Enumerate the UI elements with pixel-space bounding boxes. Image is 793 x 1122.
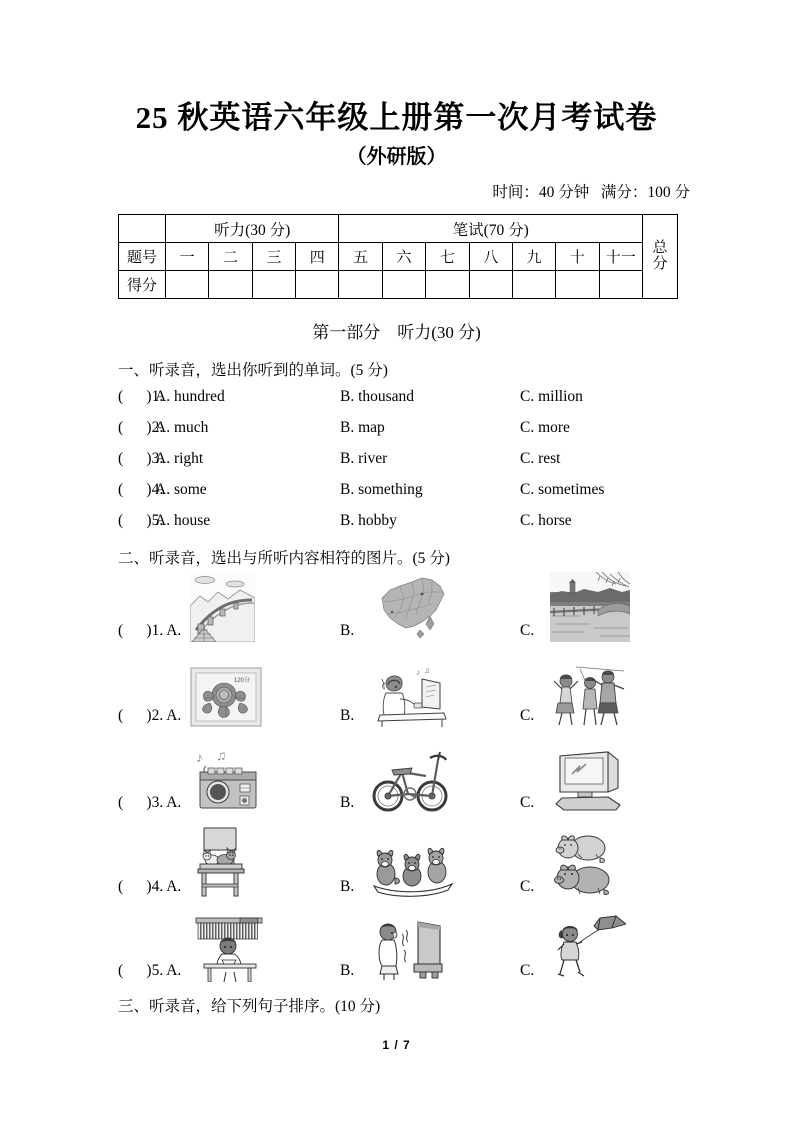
score-cell-7[interactable] xyxy=(426,271,469,299)
three-dogs-picture xyxy=(370,834,456,898)
option-b-2[interactable]: B. map xyxy=(340,419,385,436)
score-table-number-row xyxy=(119,243,678,271)
picture-question-row xyxy=(118,908,718,980)
china-map-picture xyxy=(370,572,450,642)
score-row-label-score: 得分 xyxy=(119,271,166,299)
score-qnum-3: 三 xyxy=(252,243,295,271)
picture-question-row xyxy=(118,655,718,725)
answer-blank-p4[interactable]: ( )4. A. xyxy=(118,878,182,895)
answer-blank-p3[interactable]: ( )3. A. xyxy=(118,794,182,811)
page-title: 25 秋英语六年级上册第一次月考试卷 xyxy=(135,100,658,135)
option-a-2[interactable]: A. much xyxy=(155,419,209,436)
score-group-written: 笔试(70 分) xyxy=(339,215,643,243)
radio-picture xyxy=(190,746,262,814)
picture-question-row xyxy=(118,824,718,896)
score-table-corner xyxy=(119,215,166,243)
option-b-4[interactable]: B. something xyxy=(340,481,423,498)
svg-text:♪: ♪ xyxy=(416,668,420,677)
option-c-4[interactable]: C. sometimes xyxy=(520,481,605,498)
score-qnum-6: 六 xyxy=(382,243,425,271)
svg-text:♫: ♫ xyxy=(216,749,227,764)
score-table-score-row xyxy=(119,271,678,299)
stamp-value: 120分 xyxy=(233,678,250,684)
section-three-heading: 三、听录音，给下列句子排序。(10 分) xyxy=(118,998,381,1015)
word-question-row xyxy=(118,450,718,480)
score-cell-10[interactable] xyxy=(556,271,599,299)
option-a-4[interactable]: A. some xyxy=(155,481,207,498)
option-a-3[interactable]: A. right xyxy=(155,450,204,467)
cats-on-chair-picture xyxy=(190,826,252,898)
page-number: 1 / 7 xyxy=(382,1038,411,1052)
option-a-5[interactable]: A. house xyxy=(155,512,211,529)
score-group-listening: 听力(30 分) xyxy=(166,215,339,243)
option-c-p1[interactable]: C. xyxy=(520,622,535,639)
lake-bridge-picture xyxy=(550,572,630,642)
section-two-heading: 二、听录音，选出与所听内容相符的图片。(5 分) xyxy=(118,550,450,567)
score-cell-2[interactable] xyxy=(209,271,252,299)
girl-flying-kite-picture xyxy=(550,914,626,982)
answer-blank-3[interactable]: ( )3. xyxy=(118,450,164,467)
svg-text:♫: ♫ xyxy=(424,666,430,675)
child-watching-tv-picture xyxy=(370,916,446,982)
page-subtitle: （外研版） xyxy=(346,146,447,168)
score-cell-11[interactable] xyxy=(599,271,642,299)
score-qnum-10: 十 xyxy=(556,243,599,271)
option-a-1[interactable]: A. hundred xyxy=(155,388,225,405)
score-qnum-2: 二 xyxy=(209,243,252,271)
score-cell-6[interactable] xyxy=(382,271,425,299)
part-one-heading: 第一部分 听力(30 分) xyxy=(312,323,481,342)
option-c-2[interactable]: C. more xyxy=(520,419,570,436)
option-c-p5[interactable]: C. xyxy=(520,962,535,979)
option-b-p1[interactable]: B. xyxy=(340,622,355,639)
score-table-group-row xyxy=(119,215,678,243)
score-cell-9[interactable] xyxy=(512,271,555,299)
score-qnum-7: 七 xyxy=(426,243,469,271)
score-qnum-8: 八 xyxy=(469,243,512,271)
picture-question-row xyxy=(118,568,718,640)
option-b-1[interactable]: B. thousand xyxy=(340,388,415,405)
computer-monitor-picture xyxy=(550,748,626,814)
girl-reading-library-picture xyxy=(190,916,268,982)
answer-blank-4[interactable]: ( )4. xyxy=(118,481,164,498)
great-wall-picture xyxy=(190,572,255,642)
score-table xyxy=(118,214,678,299)
option-b-p3[interactable]: B. xyxy=(340,794,355,811)
option-b-p2[interactable]: B. xyxy=(340,707,355,724)
option-b-p4[interactable]: B. xyxy=(340,878,355,895)
score-cell-8[interactable] xyxy=(469,271,512,299)
flower-stamp-picture xyxy=(190,667,262,727)
score-cell-1[interactable] xyxy=(166,271,209,299)
word-question-row xyxy=(118,388,718,418)
word-question-row xyxy=(118,419,718,449)
answer-blank-2[interactable]: ( )2. xyxy=(118,419,164,436)
children-kite-picture xyxy=(550,665,628,727)
section-one-heading: 一、听录音，选出你听到的单词。(5 分) xyxy=(118,362,388,379)
score-qnum-9: 九 xyxy=(512,243,555,271)
score-total-label xyxy=(643,215,678,299)
score-row-label-number: 题号 xyxy=(119,243,166,271)
word-question-row xyxy=(118,481,718,511)
option-c-p4[interactable]: C. xyxy=(520,878,535,895)
option-c-p2[interactable]: C. xyxy=(520,707,535,724)
total-char-1: 总 xyxy=(652,239,668,256)
option-b-5[interactable]: B. hobby xyxy=(340,512,397,529)
option-b-p5[interactable]: B. xyxy=(340,962,355,979)
answer-blank-1[interactable]: ( )1. xyxy=(118,388,164,405)
score-qnum-11: 十一 xyxy=(599,243,642,271)
answer-blank-p5[interactable]: ( )5. A. xyxy=(118,962,182,979)
answer-blank-p2[interactable]: ( )2. A. xyxy=(118,707,182,724)
option-b-3[interactable]: B. river xyxy=(340,450,388,467)
option-c-3[interactable]: C. rest xyxy=(520,450,561,467)
answer-blank-p1[interactable]: ( )1. A. xyxy=(118,622,182,639)
score-cell-3[interactable] xyxy=(252,271,295,299)
bicycle-picture xyxy=(370,742,450,814)
word-question-row xyxy=(118,512,718,542)
option-c-p3[interactable]: C. xyxy=(520,794,535,811)
two-pigs-picture xyxy=(550,830,620,898)
total-char-2: 分 xyxy=(652,255,668,272)
option-c-1[interactable]: C. million xyxy=(520,388,583,405)
picture-question-row xyxy=(118,740,718,812)
score-cell-4[interactable] xyxy=(296,271,339,299)
boy-at-computer-picture xyxy=(370,665,448,727)
option-c-5[interactable]: C. horse xyxy=(520,512,572,529)
exam-info: 时间：40 分钟 满分：100 分 xyxy=(492,184,690,201)
answer-blank-5[interactable]: ( )5. xyxy=(118,512,164,529)
svg-text:♪: ♪ xyxy=(196,751,203,766)
score-qnum-5: 五 xyxy=(339,243,382,271)
score-cell-5[interactable] xyxy=(339,271,382,299)
score-qnum-4: 四 xyxy=(296,243,339,271)
score-qnum-1: 一 xyxy=(166,243,209,271)
